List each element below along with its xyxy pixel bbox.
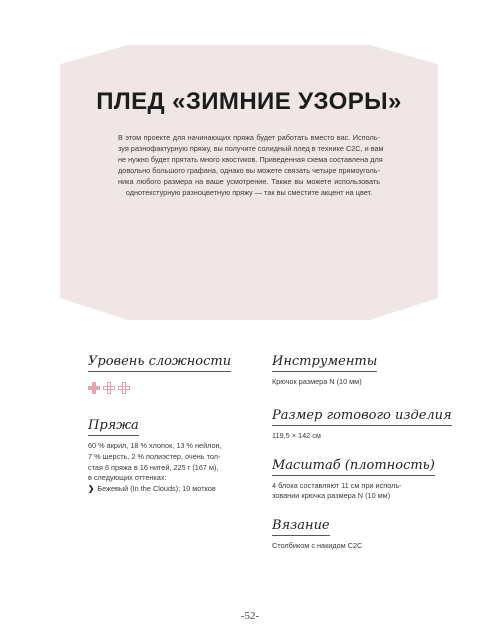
knitting-heading: Вязание	[272, 518, 330, 536]
page-number: -52-	[240, 610, 260, 622]
yarn-section	[88, 416, 258, 495]
difficulty-rating	[88, 382, 258, 394]
gauge-section	[272, 456, 435, 503]
gauge-heading: Масштаб (плотность)	[272, 458, 435, 476]
yarn-line: 60 % акрил, 18 % хлопок, 13 % нейлон,	[88, 441, 222, 450]
difficulty-cross-icon	[118, 382, 130, 394]
knitting-text: Столбиком с накидом C2C	[272, 541, 363, 551]
yarn-line: 7 % шерсть, 2 % полиэстер, очень тол-	[88, 451, 221, 461]
intro-line: зуя разнофактурную пряжу, вы получите солидный плед в технике C2C, и вам	[118, 144, 384, 154]
size-section	[272, 406, 452, 442]
yarn-list-item	[88, 484, 258, 495]
intro-paragraph	[118, 132, 384, 199]
yarn-heading: Пряжа	[88, 418, 139, 436]
size-text: 119,5 × 142 см	[272, 430, 321, 440]
tools-section	[272, 352, 432, 388]
knitting-section	[272, 516, 432, 552]
level-section	[88, 352, 258, 394]
intro-line: не нужно будет прятать много хвостиков. Приведенная схема составлена для	[118, 155, 383, 165]
gauge-line: 4 блока составляют 11 см при исполь-	[272, 480, 402, 490]
intro-line: однотекстурную разноцветную пряжу — так вы сместите акцент на цвет.	[125, 188, 373, 198]
yarn-line: в следующих оттенках:	[88, 473, 167, 483]
tools-text: Крючок размера N (10 мм)	[272, 377, 362, 386]
difficulty-cross-icon	[88, 382, 100, 394]
yarn-description	[88, 441, 258, 495]
difficulty-cross-icon	[103, 382, 115, 394]
chevron-right-icon: ❯	[88, 484, 95, 494]
gauge-text	[272, 481, 432, 503]
size-heading: Размер готового изделия	[272, 408, 452, 426]
intro-line: довольно большого графана, однако вы можете связать четыре прямоуголь-	[118, 166, 380, 176]
gauge-line: зовании крючка размера N (10 мм)	[272, 491, 391, 501]
intro-line: В этом проекте для начинающих пряжа будет работать вместо вас. Исполь-	[118, 133, 380, 142]
yarn-item-text: Бежевый (In the Clouds); 10 мотков	[97, 484, 216, 494]
yarn-line: стая 6 пряжа в 16 нитей, 225 г (167 м),	[88, 462, 219, 472]
tools-heading: Инструменты	[272, 354, 377, 372]
page-title: ПЛЕД «ЗИМНИЕ УЗОРЫ»	[96, 88, 402, 115]
level-heading: Уровень сложности	[88, 354, 231, 372]
left-column	[88, 352, 258, 495]
right-column	[272, 352, 452, 552]
intro-line: ника любого размера на ваше усмотрение. Также вы можете использовать	[118, 177, 380, 187]
